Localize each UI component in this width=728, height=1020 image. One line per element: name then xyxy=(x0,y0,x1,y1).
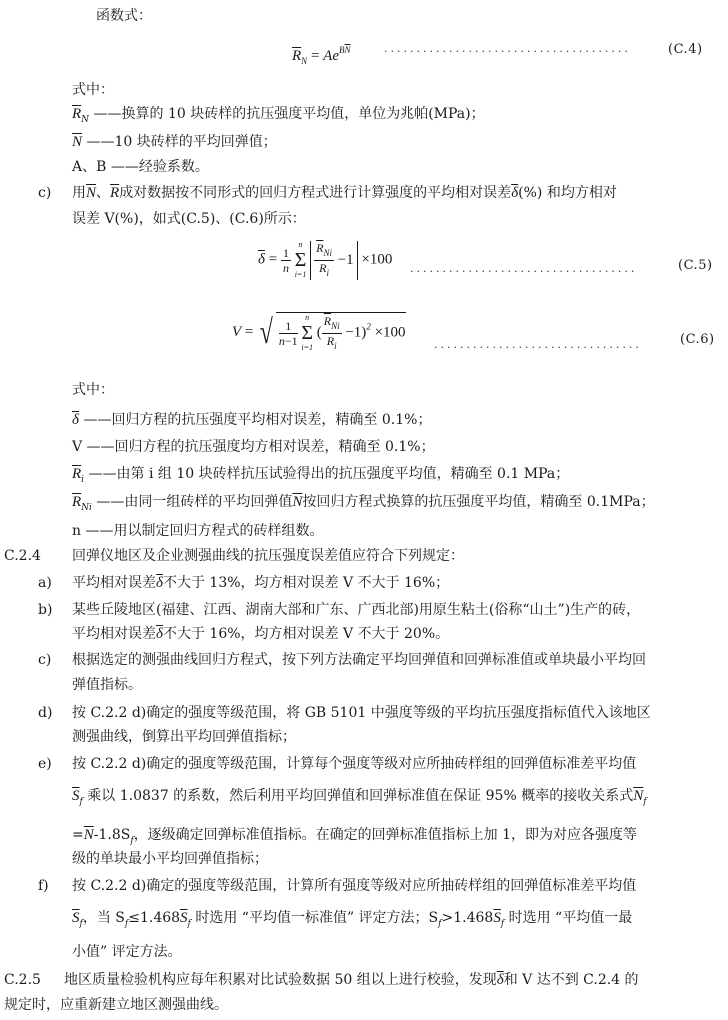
definition-ab: A、B ——经验系数。 xyxy=(72,159,209,175)
item-marker: c) xyxy=(38,652,52,668)
item-marker: d) xyxy=(38,705,53,721)
definition-n: $\overline{N}$ ——10 块砖样的平均回弹值； xyxy=(72,134,277,150)
equation-number-c6: (C.6) xyxy=(680,332,715,347)
equation-number-c4: (C.4) xyxy=(668,42,703,57)
definition-delta: $\overline{\delta}$ ——回归方程的抗压强度平均相对误差，精确至 0.1%； xyxy=(72,412,432,428)
item-c-line2: 误差 V(%)，如式(C.5)、(C.6)所示： xyxy=(72,211,306,227)
item-f-line2: $\overline{S}_f$，当 $S_f\le 1.468\overline{S}_f$ 时选用 “平均值一标准值” 评定方法；$S_f>1.468\overline{S}_f$ 时选用 “平均值一最 xyxy=(72,910,633,929)
definition-v: V ——回归方程的抗压强度均方相对误差，精确至 0.1%； xyxy=(72,439,435,455)
clause-c25-line1: 地区质量检验机构应每年积累对比试验数据 50 组以上进行校验，发现$\overline{\delta}$和 V 达不到 C.2.4 的 xyxy=(64,972,639,988)
item-b-line2: 平均相对误差$\overline{\delta}$不大于 16%，均方相对误差 V 不大于 20%。 xyxy=(72,626,450,642)
definition-ri: $\overline{R}_i$ ——由第 i 组 10 块砖样抗压试验得出的抗压强度平均值，精确至 0.1 MPa； xyxy=(72,466,570,485)
definition-rn: $\overline{R}_N$ ——换算的 10 块砖样的抗压强度平均值，单位为兆帕(MPa)； xyxy=(72,106,485,125)
item-f-line3: 小值” 评定方法。 xyxy=(72,944,182,960)
eq-c4-intro: 函数式： xyxy=(96,8,152,24)
definition-n-groups: n ——用以制定回归方程式的砖样组数。 xyxy=(72,523,324,539)
leader-dots: ................................... xyxy=(410,262,638,275)
item-c2-line1: 根据选定的测强曲线回归方程式，按下列方法确定平均回弹值和回弹标准值或单块最小平均回 xyxy=(72,652,646,668)
item-c-line1: 用$\overline{N}$、$\overline{R}$成对数据按不同形式的回归方程式进行计算强度的平均相对误差$\overline{\delta}(\%)$ 和均方相对 xyxy=(72,185,617,201)
item-c2-line2: 弹值指标。 xyxy=(72,677,142,693)
clause-title-c24: 回弹仪地区及企业测强曲线的抗压强度误差值应符合下列规定： xyxy=(72,548,464,564)
leader-dots: ................................ xyxy=(434,338,642,351)
item-marker: a) xyxy=(38,575,52,591)
item-e-line4: 级的单块最小平均回弹值指标； xyxy=(72,851,268,867)
item-a: 平均相对误差$\overline{\delta}$不大于 13%，均方相对误差 V 不大于 16%； xyxy=(72,575,450,591)
clause-c25-line2: 规定时，应重新建立地区测强曲线。 xyxy=(4,997,228,1013)
item-marker: e) xyxy=(38,756,52,772)
clause-number-c25: C.2.5 xyxy=(4,972,41,988)
item-e-line1: 按 C.2.2 d)确定的强度等级范围，计算每个强度等级对应所抽砖样组的回弹值标准差平均值 xyxy=(72,756,637,772)
definition-rni: $\overline{R}_{Ni}$ ——由同一组砖样的平均回弹值$\overline{N}$按回归方程式换算的抗压强度平均值，精确至 0.1MPa； xyxy=(72,494,655,513)
equation-number-c5: (C.5) xyxy=(678,258,713,273)
item-marker: b) xyxy=(38,602,53,618)
item-marker: f) xyxy=(38,878,49,894)
item-d-line1: 按 C.2.2 d)确定的强度等级范围，将 GB 5101 中强度等级的平均抗压强度指标值代入该地区 xyxy=(72,705,651,721)
leader-dots: ...................................... xyxy=(384,42,631,55)
item-e-line3: $=\overline{N}-1.8S_f$，逐级确定回弹标准值指标。在确定的回弹标准值指标上加 1，即为对应各强度等 xyxy=(72,827,638,846)
where-label: 式中： xyxy=(72,82,114,98)
item-f-line1: 按 C.2.2 d)确定的强度等级范围，计算所有强度等级对应所抽砖样组的回弹值标准差平均值 xyxy=(72,878,637,894)
equation-c5: $\overline{\delta}$ = $\frac{1}{n}$ n Σ i=1 $\frac{\overline{R}_{Ni}}{\overline{R}_i}$ −1 ×100 xyxy=(258,240,393,279)
equation-c4: $\overline{R}_N = Ae^{B\overline{N}}$ xyxy=(292,45,351,66)
item-e-line2: $\overline{S}_f$ 乘以 1.0837 的系数，然后利用平均回弹值和回弹标准值在保证 95% 概率的接收关系式$\overline{N}_f$ xyxy=(72,788,647,807)
where-label: 式中： xyxy=(72,382,114,398)
item-c-marker: c) xyxy=(38,185,52,201)
item-d-line2: 测强曲线，倒算出平均回弹值指标； xyxy=(72,729,296,745)
clause-number-c24: C.2.4 xyxy=(4,548,41,564)
equation-c6: V = √ $\frac{1}{n-1}$ n Σ i=1 ( $\frac{\overline{R}_{Ni}}{\overline{R}_i}$ −1)$^2$ ×100 xyxy=(232,313,406,352)
item-b-line1: 某些丘陵地区(福建、江西、湖南大部和广东、广西北部)用原生粘土(俗称“山土”)生产的砖， xyxy=(72,602,641,618)
